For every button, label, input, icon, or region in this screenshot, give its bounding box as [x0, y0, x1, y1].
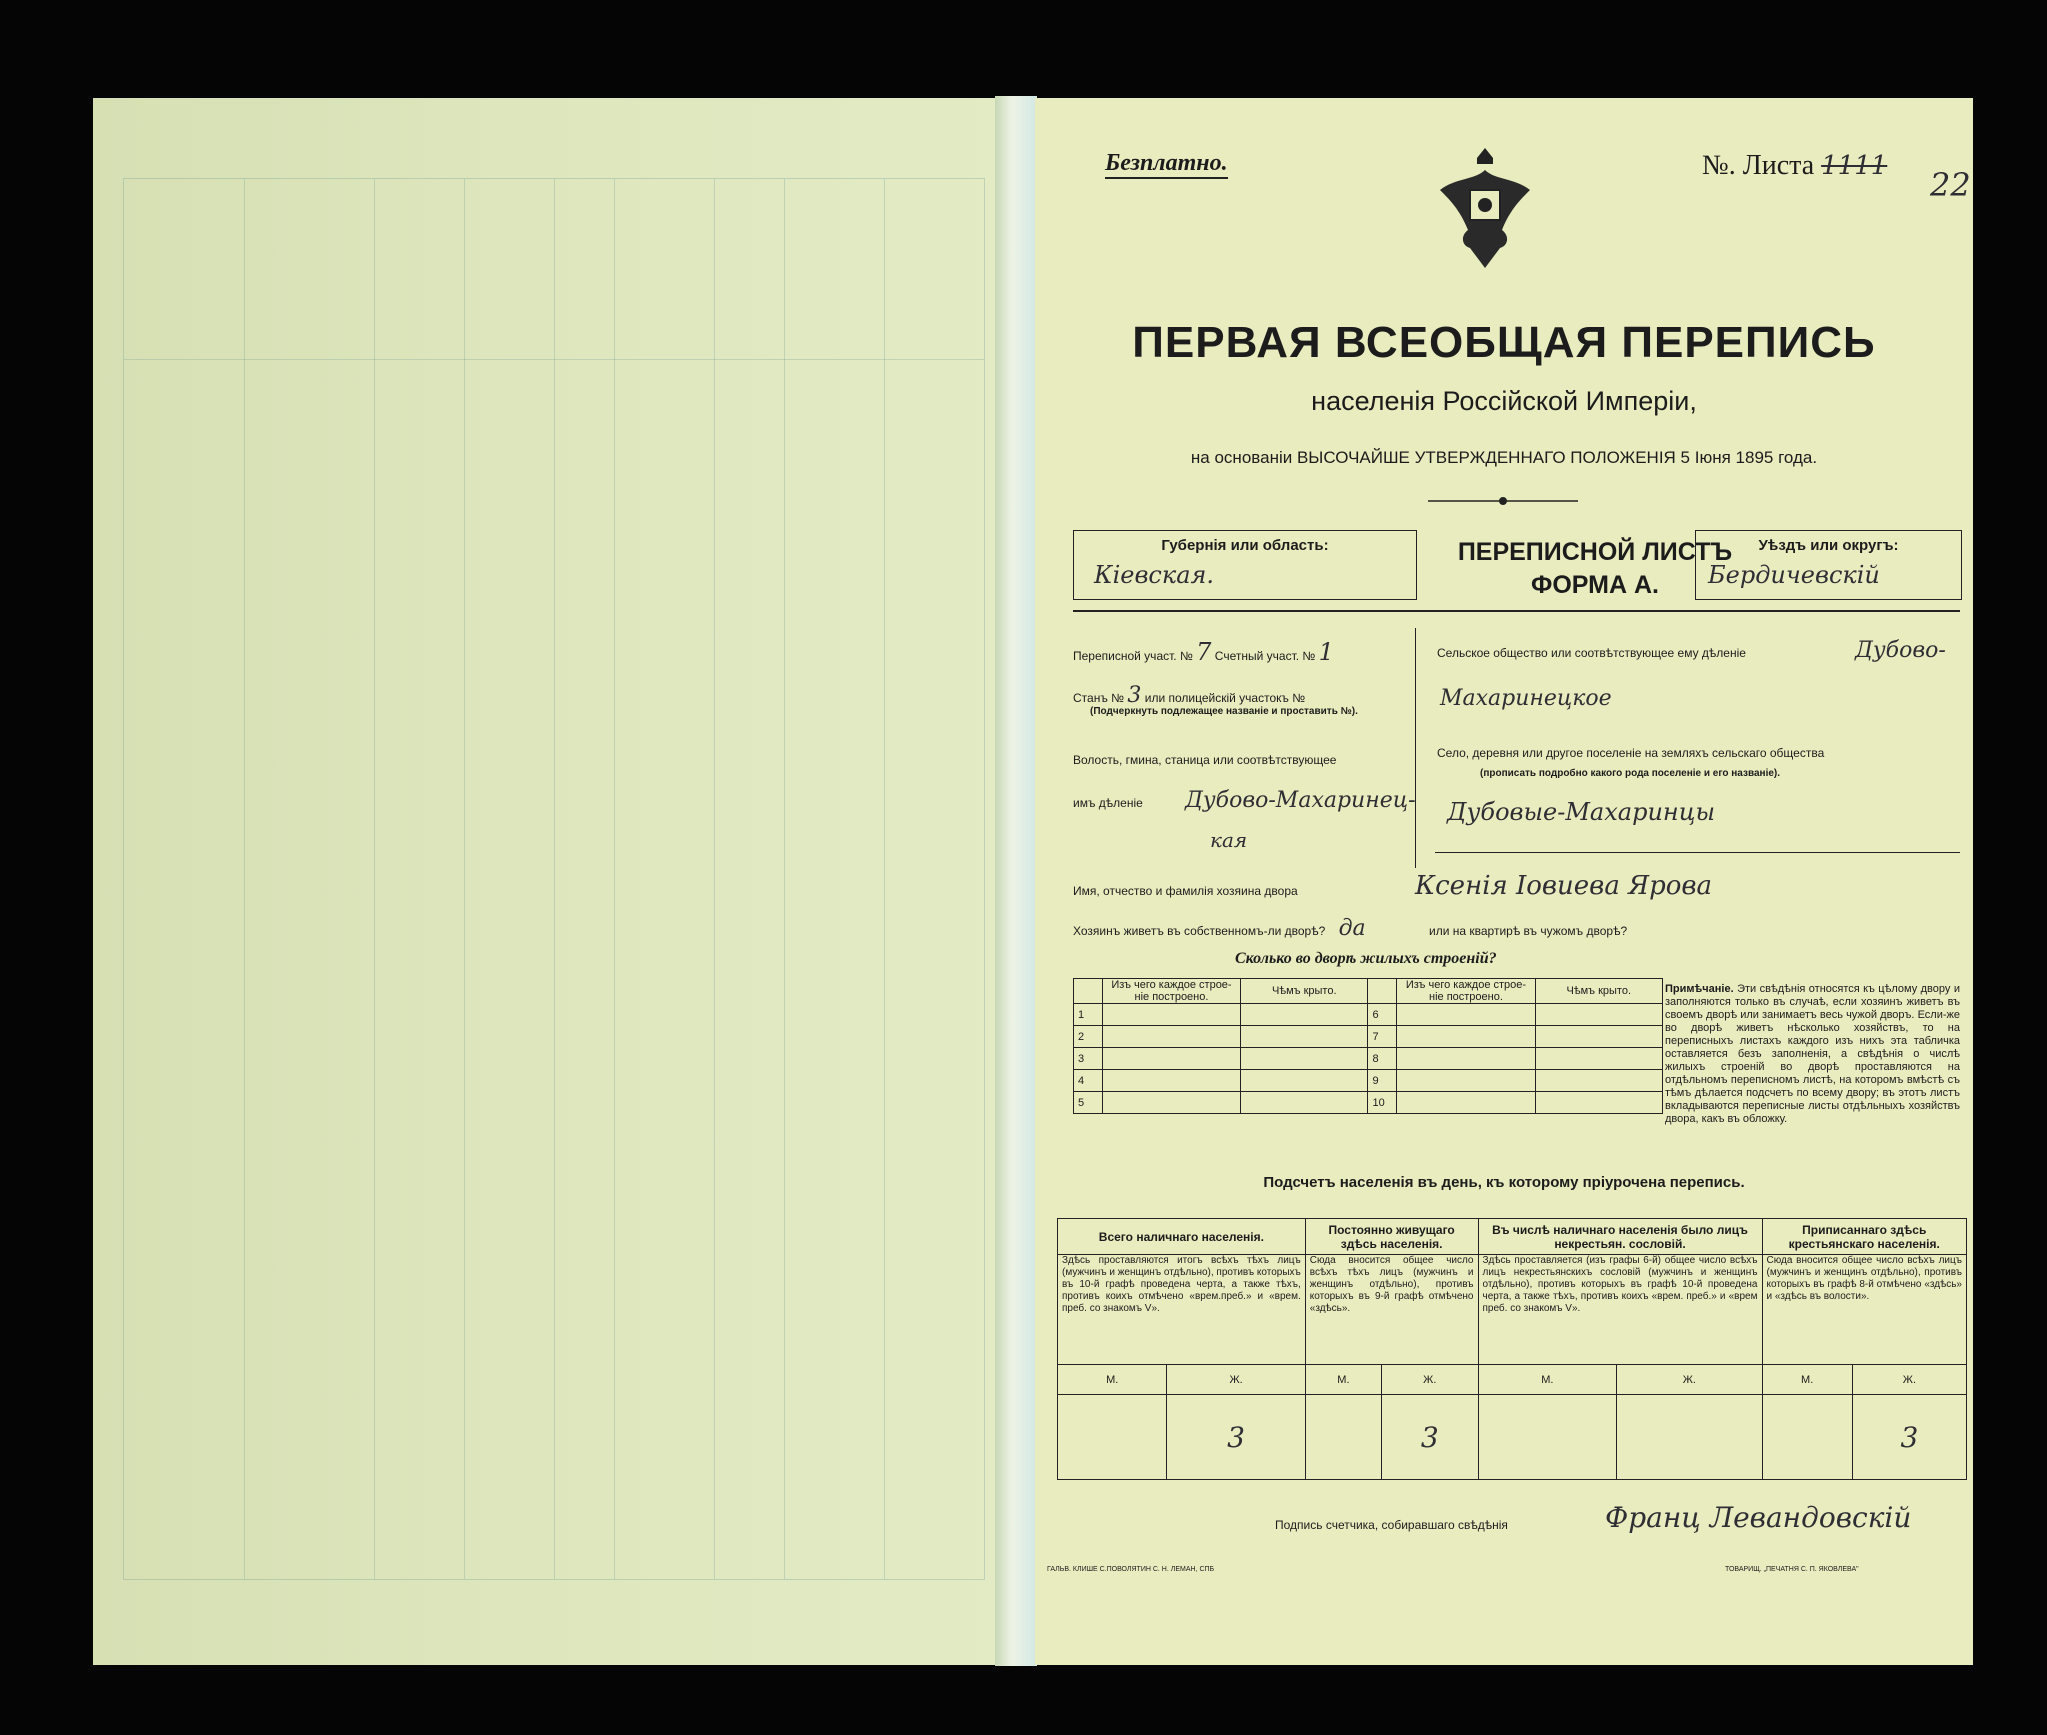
note-text: Эти свѣдѣнія относятся къ цѣлому двору и заполняются только въ случаѣ, если хозяинъ живетъ въ своемъ дворѣ или занимаетъ весь чужой дворъ. Если-же во дворѣ живетъ нѣсколько хозяйствъ, то на переписныхъ листахъ каждого изъ нихъ эта табличка оставляется безъ заполненія, а свѣдѣнія о числѣ жилыхъ строеній во дворѣ проставляются на отдѣльномъ переписномъ листѣ, на которомъ вмѣстѣ съ тѣмъ дѣлается подсчетъ по всему двору; въ этотъ листъ вкладываются переписные листы отдѣльныхъ хозяйствъ двора, какъ въ обложку.: [1665, 983, 1960, 1125]
stan-value: 3: [1127, 683, 1142, 708]
show-through-table: [123, 178, 985, 1580]
count-col-desc: Сюда вносится общее число всѣхъ тѣхъ лицъ (мужчинъ и женщинъ отдѣльно), противъ которыхъ въ 9-й графѣ отмѣчено «здѣсь».: [1305, 1255, 1478, 1365]
count-m-label: М.: [1478, 1365, 1617, 1395]
stan-label: Станъ №: [1073, 691, 1125, 705]
count-f-label: Ж.: [1852, 1365, 1966, 1395]
buildings-col-roof: Чѣмъ крыто.: [1241, 979, 1368, 1004]
volost-value-1: Дубово-Махаринец-: [1185, 788, 1416, 813]
buildings-col-material-2: Изъ чего каждое строе-ніе построено.: [1397, 979, 1535, 1004]
count-m-value: [1058, 1395, 1167, 1480]
count-col-head: Въ числѣ наличнаго населенія было лицъ некрестьян. сословій.: [1478, 1219, 1762, 1255]
count-col-desc: Здѣсь проставляются итогъ всѣхъ тѣхъ лицъ (мужчинъ и женщинъ отдѣльно), противъ которыхъ въ 10-й графѣ проведена черта, а также тѣхъ, противъ коихъ отмѣчено «врем.преб.» и «врем. преб. со знакомъ V».: [1058, 1255, 1306, 1365]
count-m-label: М.: [1762, 1365, 1852, 1395]
stan-rest-label: или полицейскій участокъ №: [1144, 691, 1306, 705]
coat-of-arms-icon: [1430, 140, 1540, 280]
row-number: 7: [1368, 1026, 1397, 1048]
owner-name-label: Имя, отчество и фамилія хозяина двора: [1073, 884, 1298, 898]
form-legal-basis: на основаніи ВЫСОЧАЙШЕ УТВЕРЖДЕННАГО ПОЛОЖЕНІЯ 5 Іюня 1895 года.: [1190, 448, 1818, 467]
buildings-col-material: Изъ чего каждое строе-ніе построено.: [1102, 979, 1240, 1004]
row-number: 9: [1368, 1070, 1397, 1092]
volost-value-2: кая: [1210, 828, 1248, 852]
row-number: 1: [1074, 1004, 1103, 1026]
gubernia-box: [1073, 530, 1417, 600]
count-m-value: [1305, 1395, 1381, 1480]
owner-lives-rest: или на квартирѣ въ чужомъ дворѣ?: [1429, 924, 1628, 938]
volost-label-2: имъ дѣленіе: [1073, 796, 1143, 810]
count-m-label: М.: [1305, 1365, 1381, 1395]
uezd-value: Бердичевскій: [1708, 561, 1880, 589]
count-f-label: Ж.: [1167, 1365, 1305, 1395]
count-m-label: М.: [1058, 1365, 1167, 1395]
population-count-table: [1057, 1218, 1967, 1480]
count-col-head: Постоянно живущаго здѣсь населенія.: [1305, 1219, 1478, 1255]
society-value-1: Дубово-: [1855, 638, 1946, 663]
count-f-value: 3: [1852, 1395, 1966, 1480]
sheet-number-label: №. Листа: [1702, 150, 1815, 181]
village-value: Дубовые-Махаринцы: [1447, 798, 1716, 826]
count-col-head: Всего наличнаго населенія.: [1058, 1219, 1306, 1255]
buildings-table: [1073, 978, 1663, 1114]
row-number: 2: [1074, 1026, 1103, 1048]
village-note: (прописать подробно какого рода поселеніе и его названіе).: [1480, 768, 1781, 779]
count-col-head: Приписаннаго здѣсь крестьянскаго населенія.: [1762, 1219, 1967, 1255]
corner-page-number: 22: [1930, 166, 1971, 204]
gubernia-label: Губернія или область:: [1161, 537, 1329, 554]
printer-note-left: ГАЛЬВ. КЛИШЕ С.ПОВОЛЯТИН С. Н. ЛЕМАН, СПБ: [1047, 1566, 1215, 1573]
form-subtitle: населенія Россійской Имперіи,: [1311, 386, 1697, 416]
buildings-col-roof-2: Чѣмъ крыто.: [1535, 979, 1662, 1004]
uezd-box: [1695, 530, 1962, 600]
count-f-value: 3: [1382, 1395, 1478, 1480]
signature-label: Подпись счетчика, собиравшаго свѣдѣнія: [1275, 1518, 1508, 1532]
census-area-label: Переписной участ. №: [1073, 649, 1193, 663]
owner-lives-label: Хозяинъ живетъ въ собственномъ-ли дворѣ?: [1073, 924, 1326, 938]
ornament-divider: [1428, 495, 1578, 507]
signature-value: Франц Левандовскій: [1605, 1501, 1912, 1534]
count-f-label: Ж.: [1617, 1365, 1762, 1395]
book-gutter: [995, 96, 1037, 1666]
village-label: Село, деревня или другое поселеніе на земляхъ сельскаго общества: [1437, 746, 1825, 760]
note-title: Примѣчаніе.: [1665, 983, 1734, 995]
row-number: 6: [1368, 1004, 1397, 1026]
owner-lives-value: да: [1338, 916, 1366, 941]
count-area-label: Счетный участ. №: [1214, 649, 1316, 663]
count-f-label: Ж.: [1382, 1365, 1478, 1395]
form-main-title: ПЕРВАЯ ВСЕОБЩАЯ ПЕРЕПИСЬ: [1132, 318, 1876, 367]
printer-note-right: ТОВАРИЩ. „ПЕЧАТНЯ С. П. ЯКОВЛЕВА": [1725, 1566, 1859, 1573]
volost-label-1: Волость, гмина, станица или соотвѣтствующее: [1073, 753, 1337, 767]
society-label: Сельское общество или соотвѣтствующее ему дѣленіе: [1437, 646, 1746, 660]
count-area-value: 1: [1318, 638, 1334, 666]
count-f-value: 3: [1167, 1395, 1305, 1480]
note-block: [1665, 983, 1960, 1126]
count-f-value: [1617, 1395, 1762, 1480]
row-number: 5: [1074, 1092, 1103, 1114]
stan-note: (Подчеркнуть подлежащее названіе и проставить №).: [1090, 706, 1358, 717]
society-value-2: Махаринецкое: [1440, 686, 1612, 711]
count-col-desc: Здѣсь проставляется (изъ графы 6-й) общее число всѣхъ лицъ некрестьянскихъ сословій (мужчинъ и женщинъ отдѣльно), противъ которыхъ въ графѣ 10-й проведена черта, а также тѣхъ, противъ коихъ «врем. преб.» и «врем преб. со знакомъ V».: [1478, 1255, 1762, 1365]
census-form-page: [1035, 98, 1973, 1665]
row-number: 3: [1074, 1048, 1103, 1070]
row-number: 8: [1368, 1048, 1397, 1070]
count-m-value: [1478, 1395, 1617, 1480]
row-number: 10: [1368, 1092, 1397, 1114]
owner-name-value: Ксенія Іовиева Ярова: [1415, 871, 1713, 901]
sheet-title: ПЕРЕПИСНОЙ ЛИСТЪ: [1457, 538, 1733, 566]
row-number: 4: [1074, 1070, 1103, 1092]
gubernia-value: Кіевская.: [1094, 561, 1215, 589]
left-page: [93, 98, 1008, 1665]
count-m-value: [1762, 1395, 1852, 1480]
buildings-question: Сколько во дворѣ жилыхъ строеній?: [1235, 950, 1497, 967]
form-a-label: ФОРМА А.: [1531, 571, 1659, 599]
census-area-value: 7: [1196, 638, 1212, 666]
count-title: Подсчетъ населенія въ день, къ которому пріурочена перепись.: [1263, 1174, 1745, 1191]
uezd-label: Уѣздъ или округъ:: [1758, 537, 1899, 554]
count-col-desc: Сюда вносится общее число всѣхъ лицъ (мужчинъ и женщинъ отдѣльно), противъ которыхъ въ графѣ 8-й отмѣчено «здѣсь» и «здѣсь въ волости».: [1762, 1255, 1967, 1365]
sheet-number-value: 1111: [1821, 151, 1888, 181]
free-label: Безплатно.: [1105, 150, 1228, 179]
